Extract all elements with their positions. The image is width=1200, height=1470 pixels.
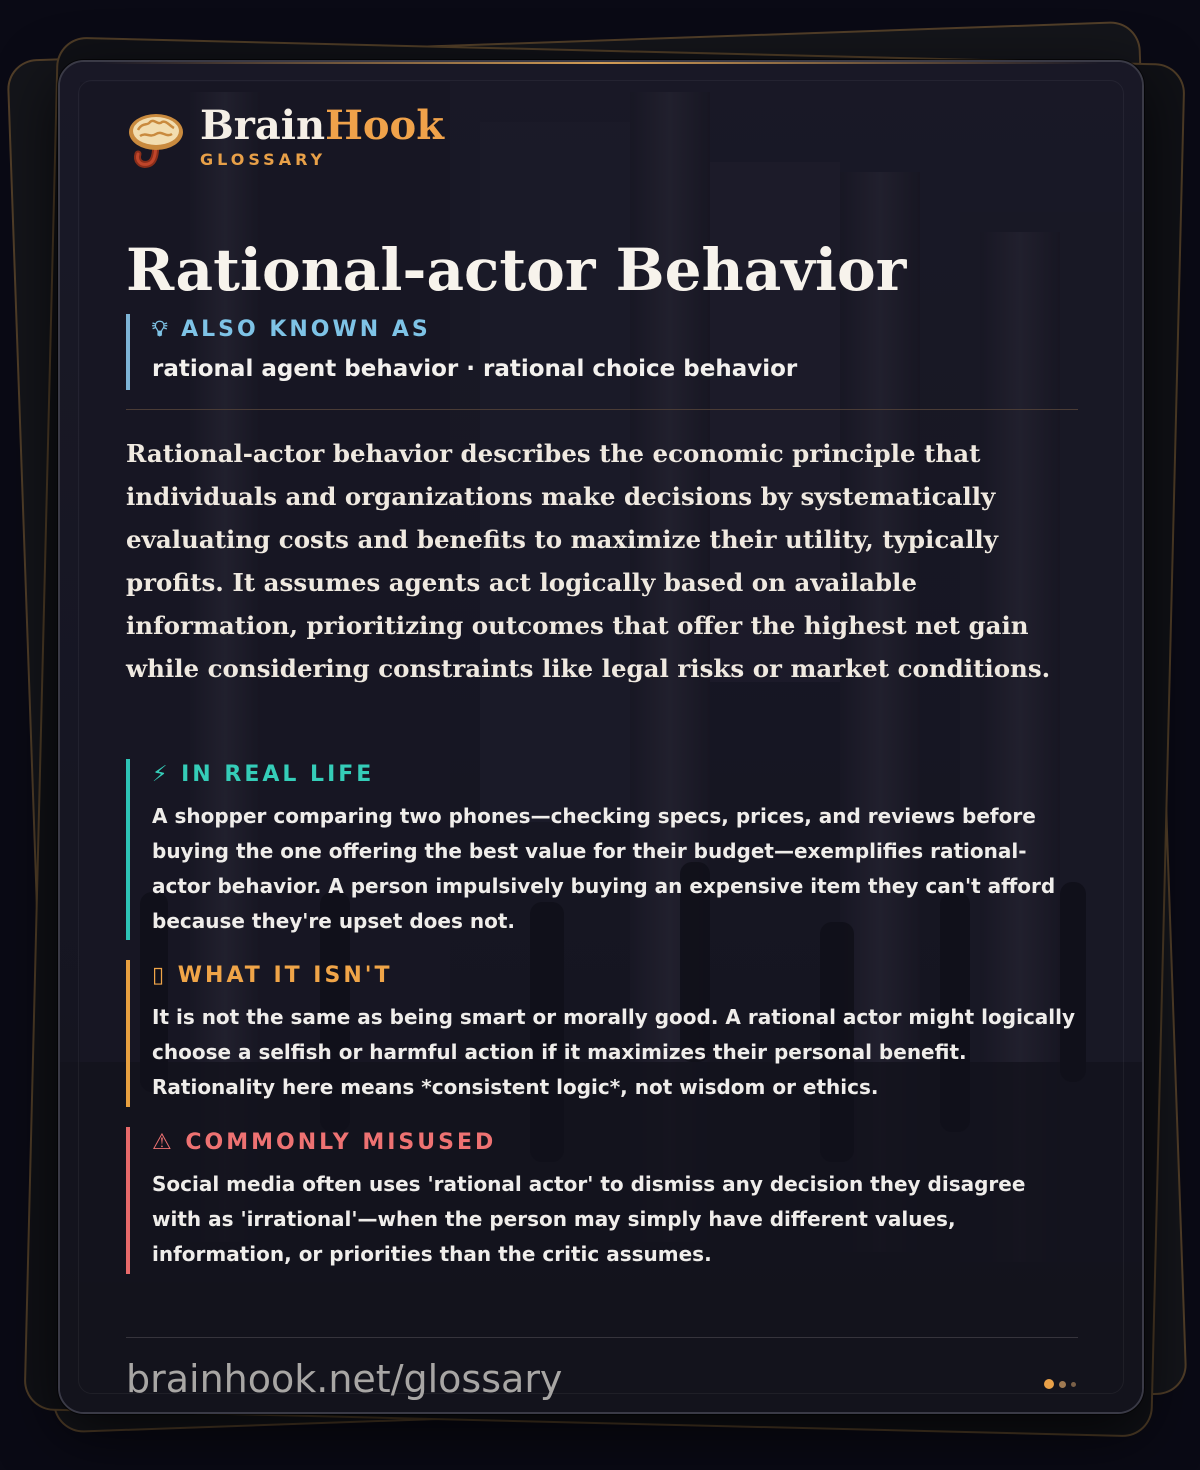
what-it-isnt-text: It is not the same as being smart or morally good. A rational actor might logically choose a selfish or harmful action if it maximizes their personal benefit. Rationality here means *consistent logic*, not wisdom or ethics.	[152, 1005, 1076, 1099]
brand-name-brain: Brain	[200, 102, 326, 149]
commonly-misused-heading	[152, 1129, 1078, 1157]
in-real-life-text: A shopper comparing two phones—checking specs, prices, and reviews before buying the one offering the best value for their budget—exemplifies rational-actor behavior. A person impulsively buying an expensive item they can't afford because they're upset does not.	[152, 804, 1056, 933]
brand-name-hook: Hook	[325, 102, 444, 149]
definition-text: Rational-actor behavior describes the economic principle that individuals and organizations make decisions by systematically evaluating costs and benefits to maximize their utility, typically profits. It assumes agents act logically based on available information, prioritizing outcomes that offer the highest net gain while considering constraints like legal risks or market conditions.	[126, 439, 1051, 683]
what-it-isnt-heading	[152, 962, 1078, 990]
commonly-misused-label: COMMONLY MISUSED	[185, 1130, 497, 1155]
footer-url-link[interactable]: brainhook.net/glossary	[126, 1357, 563, 1401]
also-known-as-text: rational agent behavior · rational choice behavior	[152, 356, 798, 382]
also-known-as-heading	[152, 316, 1026, 344]
warning-icon: ⚠	[152, 1130, 175, 1155]
lightning-icon: ⚡	[152, 762, 171, 787]
dot	[1071, 1382, 1076, 1387]
glossary-card	[58, 60, 1144, 1414]
commonly-misused-text: Social media often uses 'rational actor' to dismiss any decision they disagree with as 'irrational'—when the person may simply have different values, information, or priorities than the critic assumes.	[152, 1172, 1026, 1266]
what-it-isnt-block	[126, 960, 1078, 1107]
brand-name	[200, 102, 444, 150]
divider	[126, 409, 1078, 410]
in-real-life-heading	[152, 761, 1078, 789]
page-title: Rational-actor Behavior	[126, 236, 907, 304]
dot-active	[1044, 1379, 1054, 1389]
brand-subtitle: GLOSSARY	[200, 150, 327, 169]
card-top-accent-line	[100, 62, 1102, 64]
in-real-life-block	[126, 759, 1078, 940]
commonly-misused-block	[126, 1127, 1078, 1274]
brain-hook-icon	[126, 110, 186, 170]
what-it-isnt-label: WHAT IT ISN'T	[177, 963, 393, 988]
pagination-dots	[1038, 1378, 1078, 1390]
in-real-life-label: IN REAL LIFE	[181, 762, 375, 787]
dot	[1059, 1381, 1066, 1388]
missing-glyph-icon: ▯	[152, 963, 168, 988]
also-known-as-block	[126, 314, 1026, 390]
lightbulb-icon: 💡︎	[152, 317, 171, 342]
footer-divider	[126, 1337, 1078, 1338]
also-known-as-label: ALSO KNOWN AS	[181, 317, 431, 342]
